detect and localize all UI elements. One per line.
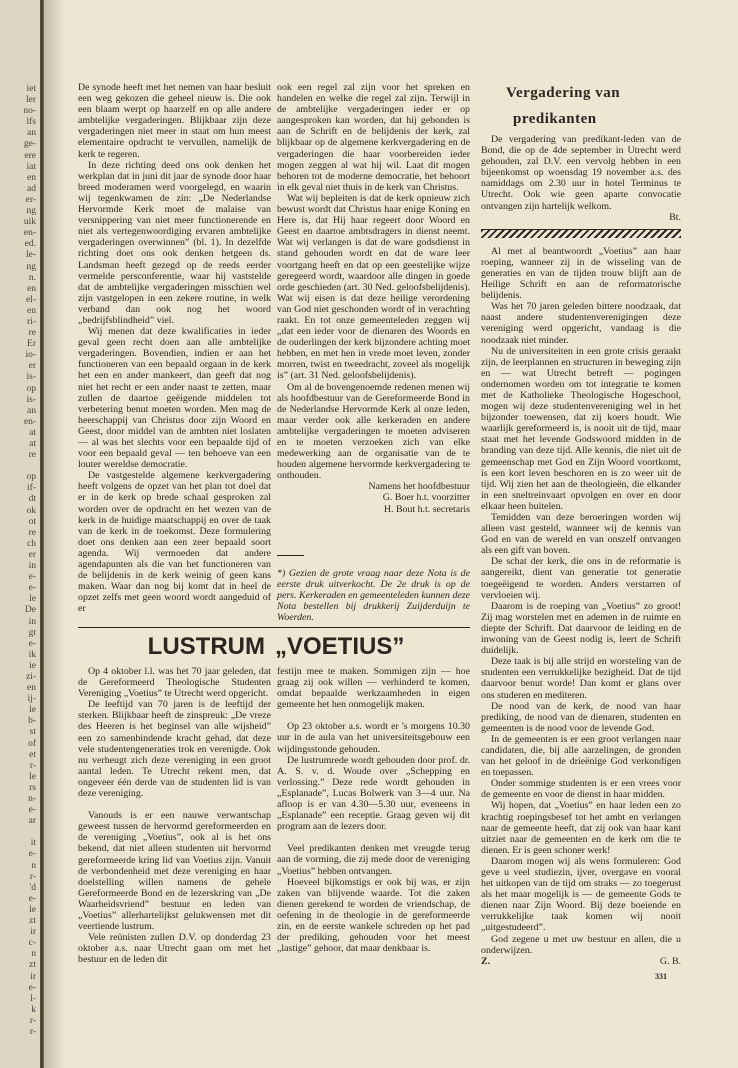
- signature-secretary: H. Bout h.t. secretaris: [383, 503, 470, 515]
- fragment: ir: [30, 971, 36, 982]
- fragment: le: [29, 771, 36, 782]
- fragment: it: [30, 838, 36, 849]
- fragment: le: [29, 705, 36, 716]
- sidebar-title-line2: predikanten: [513, 111, 597, 127]
- fragment: e-: [28, 583, 36, 594]
- fragment: er: [28, 361, 36, 372]
- fragment: en: [27, 683, 36, 694]
- fragment: e-: [28, 849, 36, 860]
- fragment: e-: [28, 893, 36, 904]
- fragment: zt: [29, 916, 36, 927]
- footnote: *) Gezien de grote vraag naar deze Nota is de eerste druk uitverkocht. De 2e druk is op de pers. Kerkeraden en gemeenteleden kunnen deze Nota bestellen bij drukkerij Zuijderduijn te Woerden.: [277, 567, 470, 624]
- fragment: in: [28, 616, 36, 627]
- fragment: ch: [27, 538, 36, 549]
- paragraph: festijn mee te maken. Sommigen zijn — hoe graag zij ook willen — verhinderd te komen, omdat bepaalde werkzaamheden in eigen gemeente het hen onmogelijk maken.: [277, 666, 470, 711]
- fragment: of: [28, 738, 36, 749]
- title-part-1: LUSTRUM: [147, 633, 265, 660]
- fragment: is-: [26, 372, 36, 383]
- fragment: ge-: [23, 139, 36, 150]
- fragment: an: [27, 128, 36, 139]
- fragment: re: [28, 527, 36, 538]
- paragraph: Om al de bovengenoemde redenen menen wij als hoofdbestuur van de Gereformeerde Bond in de Nederlandse Hervormde Kerk al onze leden, maar verder ook alle kerkeraden en andere ambtelijke vergaderingen te moeten adviseren en te moeten verzoeken zich van elke medewerking aan de organisatie van de te houden algemene hervormde kerkvergadering te onthouden.: [277, 381, 470, 482]
- article-column-3: [481, 82, 681, 967]
- lustrum-column-2: [277, 666, 470, 954]
- page-number: 331: [655, 972, 667, 981]
- sidebar-title-line1: Vergadering van: [506, 85, 621, 101]
- fragment: el-: [25, 294, 36, 305]
- fragment: ere: [24, 150, 36, 161]
- signature-line: Namens het hoofdbestuur: [368, 481, 470, 493]
- paragraph: De vastgestelde algemene kerkvergadering heeft volgens de opzet van het plan tot doel dat er in de kerk op brede schaal gesproken zal worden over de opdracht en het wezen van de kerk in de huidige maatschappij en over de taak van de kerk in de toekomst. Deze formulering doet ons denken aan een zeer bepaald soort agenda. Wij vermoeden dat andere agendapunten als die van het functioneren van de belijdenis in de kerk weinig of geen kans maken. Waar dan nog bij komt dat in heel de opzet zelfs met geen woord wordt aangeduid of er: [78, 470, 271, 615]
- paragraph: ook een regel zal zijn voor het spreken en handelen en welke die regel zal zijn. Terwijl in de ambtelijke vergaderingen ieder er op aangesproken kan worden, dat hij gebonden is aan de Schrift en de belijdenis der kerk, zal blijkbaar op de algemene kerkvergadering en de vergaderingen die haar voorbereiden ieder mogen zeggen al wat hij wil. Laat dit mogen behoren tot de moderne democratie, het behoort in elk geval niet thuis in de kerk van Christus.: [277, 82, 470, 193]
- fragment: zi-: [25, 671, 36, 682]
- paragraph: Hoeveel bijkomstigs er ook bij was, er zijn zaken van blijvende waarde. Tot die zaken dienen gerekend te worden de vriendschap, de oefening in de theologie in de gereformeerde zin, en de eerste wankele schreden op het pad der prediking, gehouden voor het meest „lastige” gehoor, dat maar denkbaar is.: [277, 876, 470, 955]
- fragment: ng: [26, 261, 36, 272]
- fragment: no-: [23, 106, 36, 117]
- closing-right: G. B.: [659, 955, 681, 967]
- decorative-divider: [481, 229, 681, 238]
- paragraph: In de gemeenten is er een groot verlangen naar candidaten, die, bij alle aarzelingen, de gronden van het geloof in de drieënige God verkondigen en toepassen.: [481, 733, 681, 779]
- paragraph: Deze taak is bij alle strijd en worsteling van de studenten een verrukkelijke bezigheid. Dat de tijd daarvoor benut worde! Dan komt er glans over ons studeren en mediteren.: [481, 656, 681, 701]
- paragraph: Veel predikanten denken met vreugde terug aan de vorming, die zij mede door de vereniging „Voetius” hebben ontvangen.: [277, 843, 470, 877]
- paragraph: De schat der kerk, die ons in de reformatie is aangereikt, dient van generatie tot generatie toegeëigend te worden. Anders verstarren of vervloeien wij.: [481, 556, 681, 601]
- sidebar-body: De vergadering van predikant-leden van de Bond, die op de 4de september in Utrecht werd gehouden, zal D.V. een vervolg hebben in een bijeenkomst op woensdag 19 november a.s. des namiddags om 2.30 uur in hotel Terminus te Utrecht. Ook wie geen aparte convocatie ontvangen zijn hartelijk welkom.: [481, 134, 681, 212]
- paragraph: Daarom is de roeping van „Voetius” zo groot! Zij mag worstelen met en ademen in de ruimte en diepte der Schrift. Dat daarvoor de leiding en de inwoning van de Geest nodig is, leert de Schrift duidelijk.: [481, 600, 681, 657]
- closing-signature: [481, 956, 681, 967]
- fragment: lfs: [26, 117, 36, 128]
- paragraph: In deze richting deed ons ook denken het werkplan dat in juni dit jaar de synode door haar breed moderamen werd voorgelegd, en waarin wij tegenkwamen de zin: „De Nederlandse Hervormde Kerk moet de malaise van versnippering van niet meer functionerende en niet als vertegenwoordiging ervaren ambtelijke vergaderingen overwinnen” (bl. 1). In dezelfde richting doet ons ook denken hetgeen ds. Landsman heeft gezegd op de reeds eerder vermelde persconferentie, waar hij vaststelde dat de ambtelijke vergaderingen misschien wel zijn vastgelopen in een zekere routine, in welk verband dan ook nog het woord „bedrijfsblindheid” viel.: [78, 159, 271, 326]
- title-part-2: „VOETIUS”: [275, 633, 405, 660]
- fragment: re: [28, 450, 36, 461]
- paragraph: Vele reünisten zullen D.V. op donderdag 23 oktober a.s. naar Utrecht gaan om met het bestuur en de leden dit: [78, 932, 271, 966]
- paragraph: De nood van de kerk, de nood van haar prediking, de nood van de dienaren, studenten en gemeenten is de nood voor de levende God.: [481, 700, 681, 734]
- footnote-rule: [277, 555, 304, 556]
- fragment: rs: [29, 782, 36, 793]
- article-column-1: [78, 82, 271, 615]
- fragment: et: [29, 749, 36, 760]
- paragraph: Al met al beantwoordt „Voetius” aan haar roeping, wanneer zij in de wisseling van de generaties en van de tijden trouw blijft aan de Heilige Schrift en aan de reformatorische belijdenis.: [481, 245, 681, 302]
- fragment: ok: [26, 505, 36, 516]
- fragment: ik: [28, 649, 36, 660]
- fragment: er-: [25, 194, 36, 205]
- paragraph: Daarom mogen wij als wens formuleren: God geve u veel studiezin, ijver, overgave en vooral het uitkopen van de tijd om straks — zo toegerust als het maar mogelijk is — de gemeente Gods te dienen naar Zijn Woord. Bij deze boeiende en verrukkelijke taak komen wij nooit „uitgestudeerd”.: [481, 855, 681, 934]
- fragment: ed.: [24, 239, 36, 250]
- fragment: re: [28, 328, 36, 339]
- paragraph: De leeftijd van 70 jaren is de leeftijd der sterken. Blijkbaar heeft de zinspreuk: „De vreze des Heeren is het beginsel van alle wijsheid” een zo samenbindende kracht gehad, dat deze vele studentengeneraties trok en verenigde. Ook nu verheugt zich deze vereniging in een groot aantal leden. Te Utrecht rekent men, dat ongeveer één derde van de studenten lid is van deze vereniging.: [78, 699, 271, 800]
- page-fold-shadow: [44, 0, 64, 1068]
- article-column-2: [277, 82, 470, 623]
- paragraph: Wat wij bepleiten is dat de kerk opnieuw zich bewust wordt dat Christus haar enige Koning en Here is, dat Hij haar regeert door Woord en Geest en daartoe ambtsdragers in dienst neemt. Wat wij verlangen is dat de ware godsdienst in stand gehouden wordt en dat de ware leer voortgang heeft en dat op een geestelijke wijze geregeerd wordt, waardoor alle dingen in goede orde geschieden (art. 30 Ned. geloofsbelijdenis). Wat wij eisen is dat deze heilige verordening van God niet geschonden wordt of in verachting raakt. En tot onze gemeenteleden zeggen wij „dat een ieder voor de dienaren des Woords en de ouderlingen der kerk bijzondere achting moet hebben, en met hen in vrede moet leven, zonder morren, twist en tweedracht, zoveel als mogelijk is” (art. 31 Ned. geloofsbelijdenis).: [277, 192, 470, 382]
- fragment: le-: [25, 250, 36, 261]
- fragment: at: [29, 439, 36, 449]
- section-rule: [78, 627, 470, 628]
- fragment: in: [28, 561, 36, 572]
- fragment: De: [24, 605, 36, 616]
- fragment: r-: [29, 1015, 36, 1026]
- paragraph: Wij menen dat deze kwalificaties in ieder geval geen recht doen aan alle ambtelijke vergaderingen. Bovendien, indien er aan het functioneren van een bepaald orgaan in de kerk het een en ander mankeert, dan geeft dat nog niet het recht er een ander naast te zetten, maar zullen de daartoe geëigende middelen tot verbetering benut moeten worden. Men mag de heerschappij van Christus door zijn Woord en Geest, door middel van de ambten niet loslaten — al was het slechts voor een bepaalde tijd of voor een bepaald geval — ten behoeve van een louter wereldse democratie.: [78, 326, 271, 471]
- fragment: st: [29, 727, 36, 738]
- fragment: le: [29, 594, 36, 605]
- fragment: k: [31, 1004, 36, 1015]
- previous-page-fragments: [0, 84, 36, 1038]
- fragment: Er: [27, 339, 36, 350]
- fragment: e-: [28, 805, 36, 816]
- fragment: e-: [28, 572, 36, 583]
- fragment: 'd: [29, 882, 36, 893]
- fragment: dt: [28, 494, 36, 505]
- fragment: ij-: [27, 694, 36, 705]
- fragment: op: [26, 383, 36, 394]
- paragraph: Onder sommige studenten is er een vrees voor de gemeente en voor de dienst in haar midden.: [481, 778, 681, 801]
- fragment: ar: [28, 816, 36, 827]
- fragment: iat: [26, 161, 36, 172]
- signature-chair: G. Boer h.t. voorzitter: [382, 492, 470, 504]
- fragment: b-: [28, 716, 36, 727]
- paragraph: Vanouds is er een nauwe verwantschap geweest tussen de hervormd gereformeerden en de vereniging „Voetius”, ook al is het ons bekend, dat niet alleen studenten uit hervormd gereformeerde kring lid van Voetius zijn. Vanuit de verbondenheid met deze vereniging en haar doelstelling willen namens de gehele Gereformeerde Bond en de lezerskring van „De Waarheidsvriend” bestuur en leden van „Voetius” allerhartelijkst gelukwensen met dit veertiende lustrum.: [78, 810, 271, 933]
- paragraph: Nu de universiteiten in een grote crisis geraakt zijn, de leerplannen en structuren in beweging zijn en — wat Utrecht betreft — pogingen ondernomen worden om tot integratie te komen met de Katholieke Theologische Hogeschool, mogen wij deze studentenvereniging wel in het bijzonder toewensen, dat zij koers houdt. Wie waarlijk gereformeerd is, is nooit uit de tijd, maar staat met het levende Godswoord midden in de branding van deze tijd. Alle kennis, die niet uit de gemeenschap met God en Zijn Woord voortkomt, is een kort leven beschoren en is zo weer uit de tijd. Wij zien het aan de theologieën, die elkander in een sneltreinvaart opvolgen en over en door elkaar heen buitelen.: [481, 345, 681, 512]
- fragment: iet: [26, 84, 36, 94]
- fragment: if-: [27, 483, 36, 494]
- fragment: r-: [29, 760, 36, 771]
- continuation-text: [481, 246, 681, 956]
- fragment: l-: [30, 993, 36, 1004]
- fragment: en: [27, 305, 36, 316]
- fragment: at: [29, 427, 36, 438]
- paragraph: Temidden van deze beroeringen worden wij alleen vast gesteld, wanneer wij de kennis van God en van de wereld en van onszelf ontvangen als een gift van boven.: [481, 512, 681, 557]
- fragment: er: [28, 549, 36, 560]
- fragment: en-: [23, 416, 36, 427]
- lustrum-column-1: [78, 666, 271, 965]
- paragraph: De synode heeft met het nemen van haar besluit een weg gekozen die geheel nieuw is. Die ook een blaam werpt op haarzelf en op alle andere ambtelijke vergaderingen. Blijkbaar zijn deze vergaderingen niet meer in staat om hun meest elementaire opdracht te vervullen, namelijk de kerk te regeren.: [78, 82, 271, 160]
- fragment: [0, 827, 36, 838]
- fragment: [0, 461, 36, 472]
- paragraph: De lustrumrede wordt gehouden door prof. dr. A. S. v. d. Woude over „Schepping en verlossing.” Deze rede wordt gehouden in „Esplanade”, Lucas Bolwerk van 3—4 uur. Na afloop is er van 4.30—5.30 uur, eveneens in „Esplanade” een receptie. Graag geven wij dit program aan de lezers door.: [277, 754, 470, 833]
- fragment: gt: [28, 627, 36, 638]
- fragment: is-: [26, 394, 36, 405]
- fragment: r-: [29, 871, 36, 882]
- fragment: ir: [30, 927, 36, 938]
- paragraph: God zegene u met uw bestuur en allen, die u onderwijzen.: [481, 933, 681, 956]
- fragment: zt: [29, 960, 36, 971]
- fragment: uik: [23, 217, 36, 228]
- fragment: ot: [28, 516, 36, 527]
- fragment: io-: [25, 350, 36, 361]
- previous-page-edge: [0, 0, 42, 1068]
- fragment: ie: [29, 660, 36, 671]
- fragment: e-: [28, 638, 36, 649]
- fragment: ng: [26, 206, 36, 217]
- paragraph: Op 23 oktober a.s. wordt er 's morgens 10.30 uur in de aula van het universiteitsgebouw een wijdingsstonde gehouden.: [277, 721, 470, 755]
- fragment: op: [26, 472, 36, 483]
- fragment: an: [27, 405, 36, 416]
- paragraph: Was het 70 jaren geleden bittere noodzaak, dat naast andere studentenverenigingen deze vereniging werd opgericht, vandaag is die noodzaak niet minder.: [481, 301, 681, 346]
- paragraph: Op 4 oktober l.l. was het 70 jaar geleden, dat de Gereformeerd Theologische Studenten Vereniging „Voetius” te Utrecht werd opgericht.: [78, 666, 271, 700]
- fragment: ri-: [27, 316, 36, 327]
- fragment: ad: [27, 183, 36, 194]
- sidebar-initials: Bt.: [669, 211, 681, 223]
- fragment: e-: [28, 982, 36, 993]
- fragment: en: [27, 172, 36, 183]
- fragment: n: [31, 860, 36, 871]
- fragment: en: [27, 283, 36, 294]
- fragment: le: [29, 904, 36, 915]
- fragment: ler: [25, 95, 36, 106]
- fragment: n-: [28, 794, 36, 804]
- fragment: en-: [23, 228, 36, 239]
- fragment: c-: [28, 938, 36, 949]
- fragment: r-: [29, 1026, 36, 1037]
- closing-left: Z.: [481, 955, 491, 967]
- paragraph: Wij hopen, dat „Voetius” en haar leden een zo krachtig roepingsbesef tot het ambt en verlangen naar de gemeente heeft, dat zij ook van haar kant uitziet naar de gemeenten en de kerk om die te dienen. Er is geen schoner werk!: [481, 800, 681, 856]
- fragment: n.: [28, 272, 36, 283]
- fragment: n: [31, 949, 36, 960]
